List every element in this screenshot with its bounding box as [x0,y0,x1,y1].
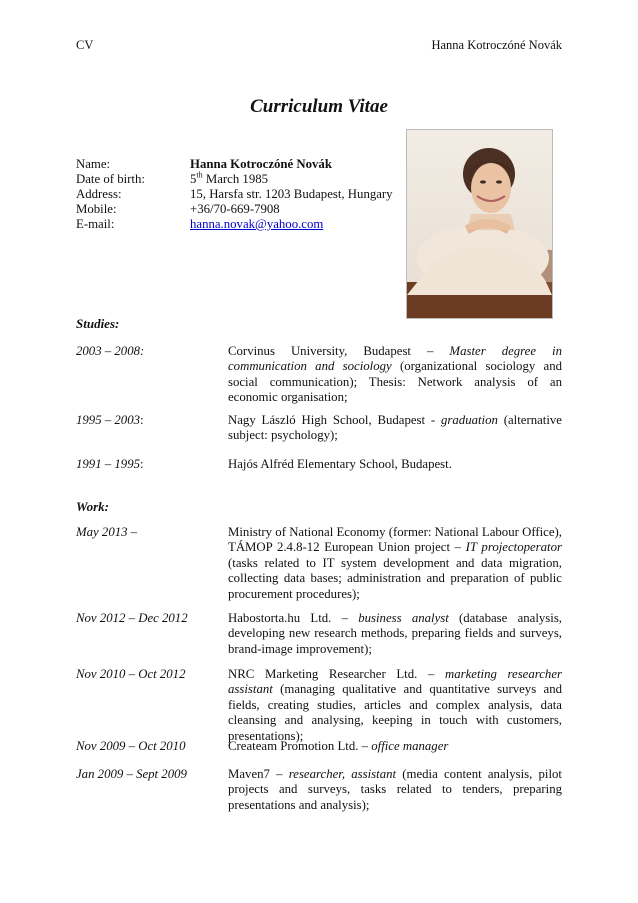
email-label: E-mail: [76,217,115,231]
work-entry [76,525,562,602]
dob-value [190,172,268,187]
work-employer: Ministry of National Economy (former: National Labour Office), TÁMOP 2.4.8-12 European Union project – [228,525,562,555]
dob-label: Date of birth: [76,172,145,186]
study-institution: Hajós Alfréd Elementary School, Budapest. [228,457,452,471]
study-degree: Master degree in communication and sociology [228,344,563,374]
work-description [228,525,562,602]
portrait-image [407,130,552,318]
work-date: Nov 2010 – Oct 2012 [76,667,186,681]
header-left: CV [76,38,94,52]
work-date: Nov 2012 – Dec 2012 [76,611,188,625]
email-link[interactable]: hanna.novak@yahoo.com [190,217,324,231]
work-details: (managing qualitative and quantitative surveys and fields, creating studies, articles and complex analysis, data cleansing and analysing, keeping in touch with customers, presentations); [228,682,562,743]
email-row [76,217,393,232]
name-value: Hanna Kotroczóné Novák [190,157,332,171]
personal-details [76,157,393,232]
work-position: office manager [371,739,449,753]
study-date-colon: : [139,413,144,427]
address-value: 15, Harsfa str. 1203 Budapest, Hungary [190,187,393,201]
address-row [76,187,393,202]
work-date: May 2013 – [76,525,138,539]
work-entry [76,767,562,813]
dob-sup: th [196,170,203,180]
dob-day: 5 [190,172,197,186]
profile-photo [406,129,553,319]
work-position: marketing researcher assistant [228,667,562,697]
study-date [76,413,226,428]
work-position: IT projectoperator [465,540,562,555]
study-entry [76,413,562,444]
work-entry [76,611,562,657]
study-details: (alternative subject: psychology); [228,413,562,443]
work-employer: Maven7 – [228,767,289,781]
work-employer: Createam Promotion Ltd. – [228,739,372,753]
study-institution: Corvinus University, Budapest – [228,344,450,358]
document-title: Curriculum Vitae [250,96,388,117]
studies-title: Studies: [76,316,120,331]
work-entry [76,739,562,754]
work-date: Nov 2009 – Oct 2010 [76,739,186,753]
name-row [76,157,393,172]
dob-rest: March 1985 [202,172,269,186]
study-entry [76,457,562,472]
work-position: business analyst [358,611,449,625]
work-description [228,667,562,744]
work-employer: Habostorta.hu Ltd. – [228,611,359,625]
study-degree: graduation [441,413,498,427]
dob-row [76,172,393,187]
study-details: (organizational sociology and social communication); Thesis: Network analysis of an economic organisation; [228,359,562,405]
work-details: (tasks related to IT system development and data migration, collecting data bases; administration and preparation of public procurement procedures); [228,555,562,601]
study-date-range: 1995 – 2003 [76,413,140,427]
study-entry [76,344,562,406]
work-date: Jan 2009 – Sept 2009 [76,767,187,781]
study-date: 2003 – 2008: [76,344,145,358]
mobile-value: +36/70-669-7908 [190,202,280,216]
study-institution: Nagy László High School, Budapest - [228,413,442,427]
header-right: Hanna Kotroczóné Novák [431,38,562,52]
work-employer: NRC Marketing Researcher Ltd. – [228,667,445,681]
work-description [228,739,562,754]
work-details: (media content analysis, pilot projects and surveys, tasks related to tenders, preparing presentations and analysis); [228,767,562,812]
mobile-row [76,202,393,217]
work-description [228,611,562,657]
mobile-label: Mobile: [76,202,117,216]
work-title: Work: [76,499,109,514]
study-date [76,457,226,472]
study-description [228,457,562,472]
work-description [228,767,562,813]
work-details: (database analysis, developing new research methods, preparing fields and surveys, brand-image improvement); [228,611,562,656]
study-date-colon: : [139,457,144,471]
study-date-range: 1991 – 1995 [76,457,140,471]
study-description [228,344,562,406]
work-entry [76,667,562,744]
work-position: researcher, assistant [288,767,397,781]
address-label: Address: [76,187,122,201]
study-description [228,413,562,444]
name-label: Name: [76,157,111,171]
